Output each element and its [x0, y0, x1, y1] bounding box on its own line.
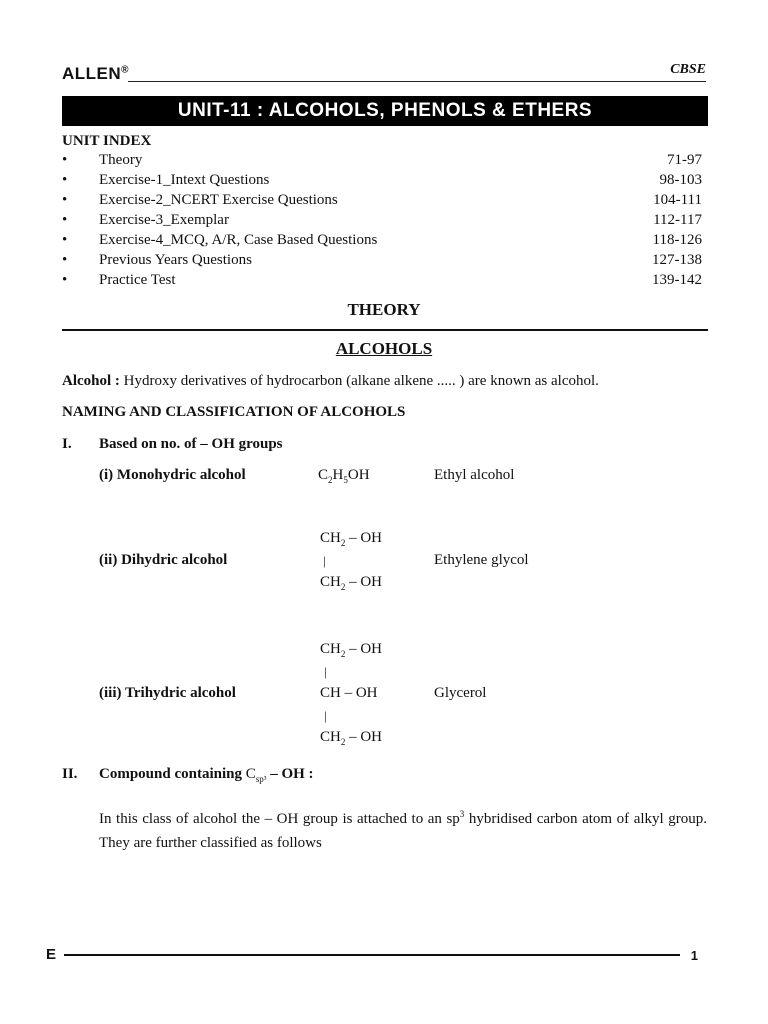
footer-rule — [64, 954, 680, 956]
monohydric-name: Ethyl alcohol — [434, 467, 515, 483]
alcohols-heading: ALCOHOLS — [335, 339, 433, 358]
section-rule — [62, 329, 708, 331]
ethylene-glycol-line-1: $CH_2$ – OH — [320, 530, 383, 548]
trihydric-label: (iii) Trihydric alcohol — [99, 685, 236, 701]
ethanol-formula: $C_2H_5OH$ — [318, 467, 370, 485]
allen-logo: ALLEN® — [62, 64, 130, 83]
part-one-number: I. — [62, 436, 72, 452]
theory-heading: THEORY — [347, 300, 421, 319]
naming-heading: NAMING AND CLASSIFICATION OF ALCOHOLS — [62, 404, 406, 420]
ethylene-glycol-bond: | — [323, 553, 326, 568]
index-row: • Theory 71-97 — [62, 152, 702, 168]
index-row: • Exercise-3_Exemplar 112-117 — [62, 212, 702, 228]
header-rule — [128, 81, 706, 82]
part-two-number: II. — [62, 766, 78, 782]
unit-index-title: UNIT INDEX — [62, 133, 152, 149]
alcohol-definition: Alcohol : Hydroxy derivatives of hydrocarbon (alkane alkene ..... ) are known as alcohol. — [62, 373, 599, 389]
glycerol-bond-1: | — [324, 664, 327, 679]
glycerol-line-3: $CH_2$ – OH — [320, 729, 383, 747]
index-row: • Previous Years Questions 127-138 — [62, 252, 702, 268]
glycerol-line-1: $CH_2$ – OH — [320, 641, 383, 659]
index-row: • Exercise-4_MCQ, A/R, Case Based Questions 118-126 — [62, 232, 702, 248]
classification-paragraph: In this class of alcohol the – OH group is attached to an $sp^3$ hybridised carbon atom of alkyl group. They are further classified as follows — [99, 809, 707, 851]
dihydric-name: Ethylene glycol — [434, 552, 529, 568]
dihydric-label: (ii) Dihydric alcohol — [99, 552, 228, 568]
ethylene-glycol-line-2: $CH_2$ – OH — [320, 574, 383, 592]
part-one-title: Based on no. of – OH groups — [99, 436, 283, 452]
board-label: CBSE — [670, 62, 706, 77]
part-two-title: Compound containing $C_{sp^3}$ – OH : — [99, 766, 314, 784]
index-row: • Exercise-1_Intext Questions 98-103 — [62, 172, 702, 188]
footer-letter: E — [46, 946, 57, 963]
index-row: • Practice Test 139-142 — [62, 272, 702, 288]
monohydric-label: (i) Monohydric alcohol — [99, 467, 246, 483]
unit-title-banner: UNIT-11 : ALCOHOLS, PHENOLS & ETHERS — [62, 96, 708, 126]
index-row: • Exercise-2_NCERT Exercise Questions 104-111 — [62, 192, 702, 208]
page-number: 1 — [690, 948, 698, 963]
trihydric-name: Glycerol — [434, 685, 487, 701]
glycerol-line-2: CH – OH — [320, 685, 378, 701]
glycerol-bond-2: | — [324, 708, 327, 723]
